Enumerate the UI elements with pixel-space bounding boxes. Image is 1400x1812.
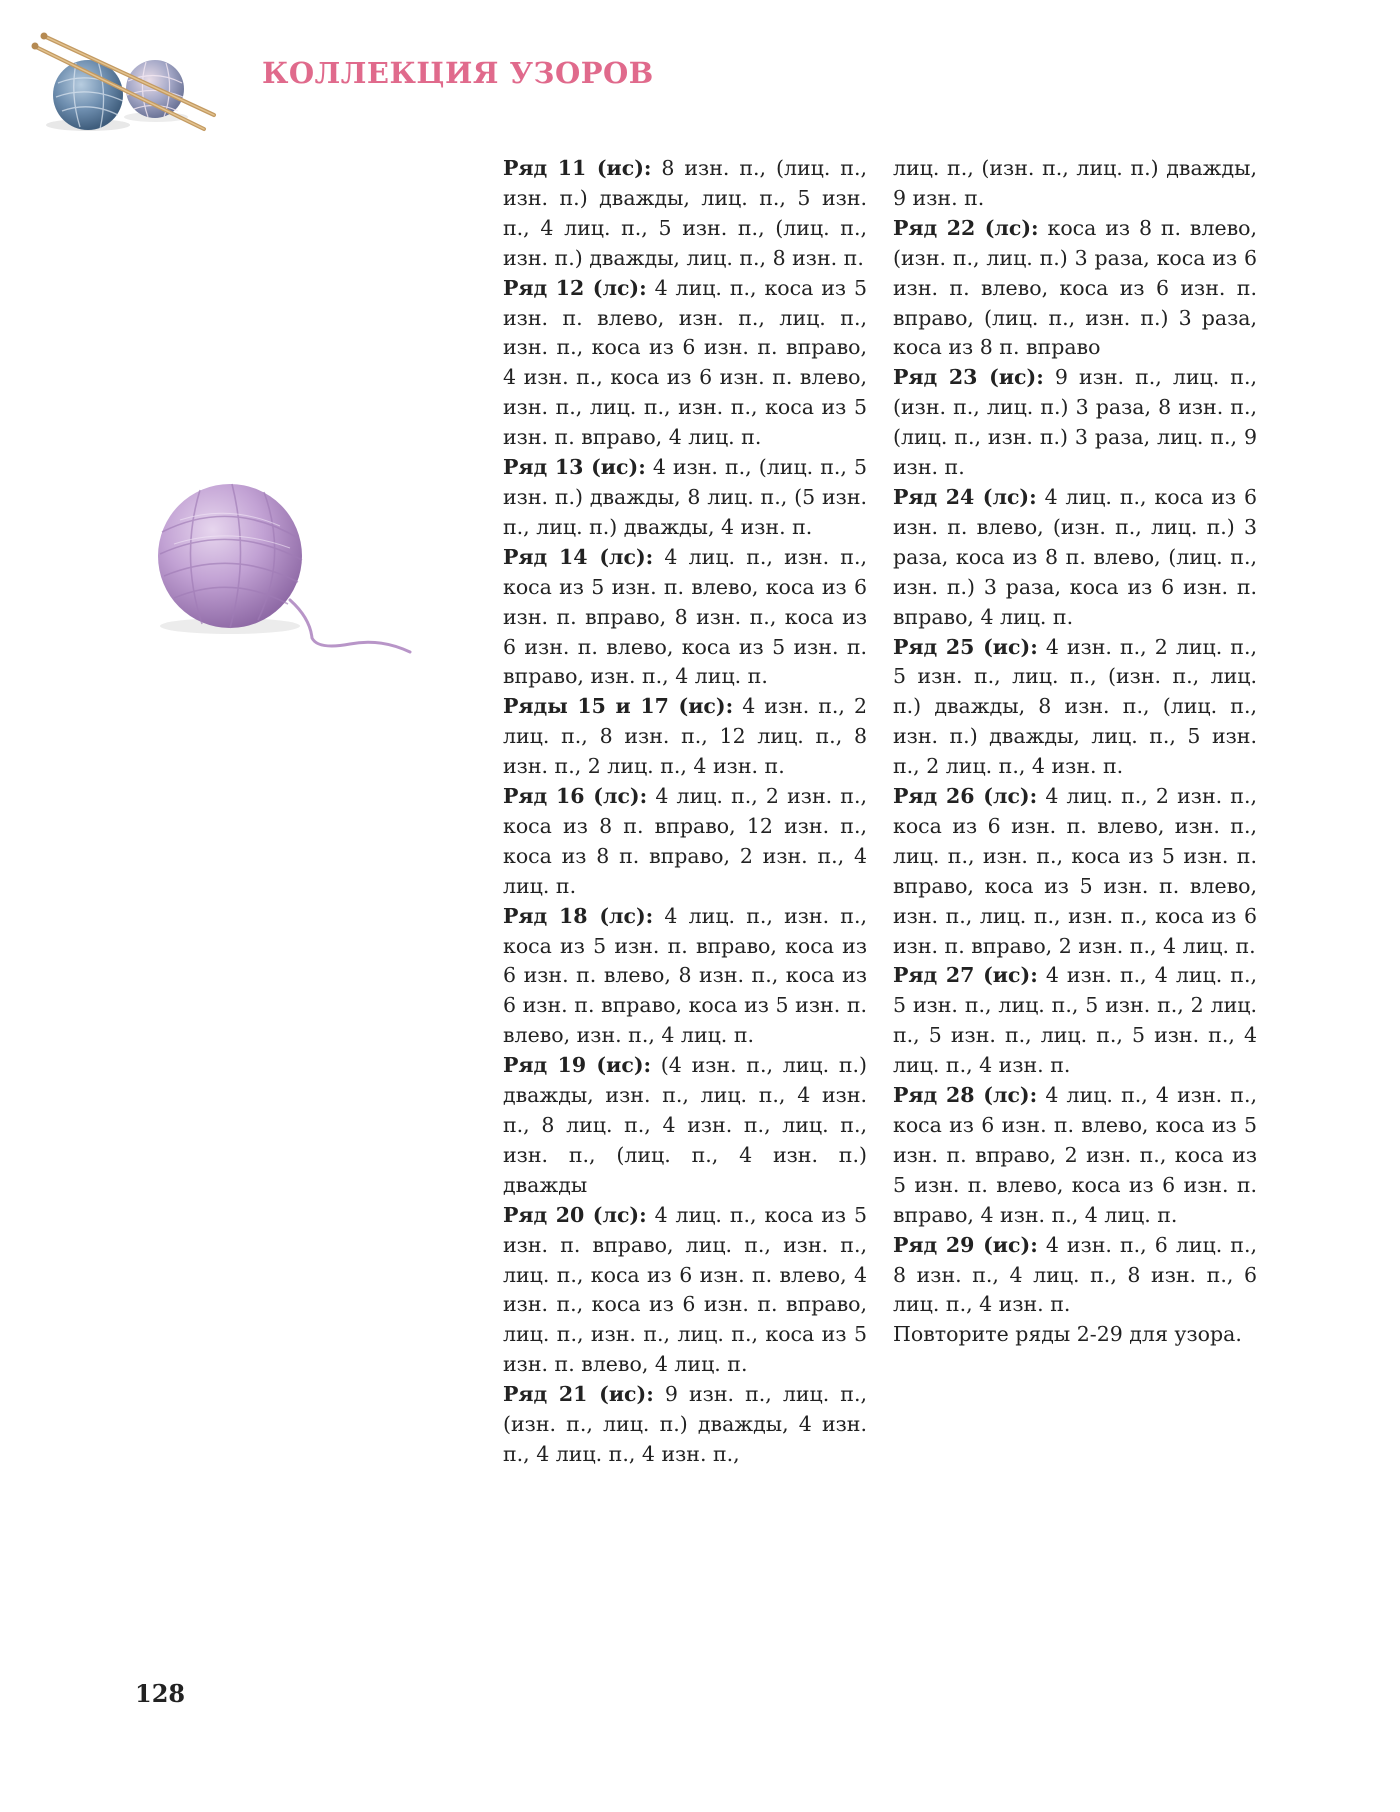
row-instruction bbox=[503, 274, 867, 453]
row-label: Ряд 12 (лс): bbox=[503, 275, 647, 300]
row-instruction bbox=[503, 1380, 867, 1470]
row-label: Ряд 22 (лс): bbox=[893, 215, 1039, 240]
row-text: коса из 8 п. влево, (изн. п., лиц. п.) 3 раза, коса из 6 изн. п. влево, коса из 6 изн. п. вправо, (лиц. п., изн. п.) 3 раза, коса из 8 п. вправо bbox=[893, 215, 1257, 360]
row-text: 4 изн. п., 2 лиц. п., 8 изн. п., 12 лиц. п., 8 изн. п., 2 лиц. п., 4 изн. п. bbox=[503, 694, 867, 779]
text-column-right bbox=[893, 154, 1257, 1350]
row-instruction bbox=[893, 214, 1257, 364]
section-title: КОЛЛЕКЦИЯ УЗОРОВ bbox=[262, 56, 654, 90]
row-label: Ряды 15 и 17 (ис): bbox=[503, 694, 734, 719]
row-instruction bbox=[893, 483, 1257, 633]
row-label: Ряд 26 (лс): bbox=[893, 784, 1038, 809]
row-instruction bbox=[893, 363, 1257, 483]
row-label: Ряд 29 (ис): bbox=[893, 1232, 1038, 1257]
row-instruction bbox=[893, 1081, 1257, 1231]
row-instruction bbox=[503, 543, 867, 693]
row-label: Ряд 11 (ис): bbox=[503, 156, 652, 180]
row-text: 9 изн. п., лиц. п., (изн. п., лиц. п.) 3 раза, 8 изн. п., (лиц. п., изн. п.) 3 раза, лиц. п., 9 изн. п. bbox=[893, 365, 1257, 480]
row-text: 4 изн. п., (лиц. п., 5 изн. п.) дважды, 8 лиц. п., (5 изн. п., лиц. п.) дважды, 4 изн. п. bbox=[503, 455, 867, 539]
row-label: Ряд 21 (ис): bbox=[503, 1382, 654, 1407]
row-instruction bbox=[503, 782, 867, 902]
row-instruction bbox=[503, 154, 867, 274]
row-instruction-continued bbox=[893, 154, 1257, 214]
row-label: Ряд 18 (лс): bbox=[503, 903, 654, 928]
repeat-instruction bbox=[893, 1320, 1257, 1350]
row-text: 4 лиц. п., 4 изн. п., коса из 6 изн. п. влево, коса из 5 изн. п. вправо, 2 изн. п., коса из 5 изн. п. влево, коса из 6 изн. п. вправо, 4 изн. п., 4 лиц. п. bbox=[893, 1083, 1257, 1227]
row-label: Ряд 27 (ис): bbox=[893, 963, 1038, 988]
row-instruction bbox=[503, 692, 867, 782]
row-instruction bbox=[893, 1231, 1257, 1321]
row-instruction bbox=[893, 633, 1257, 783]
page-number: 128 bbox=[135, 1679, 186, 1708]
row-instruction bbox=[503, 902, 867, 1052]
row-instruction bbox=[503, 1201, 867, 1380]
row-text: 4 лиц. п., коса из 5 изн. п. влево, изн. п., лиц. п., изн. п., коса из 6 изн. п. вправо, 4 изн. п., коса из 6 изн. п. влево, изн. п., лиц. п., изн. п., коса из 5 изн. п. вправо, 4 лиц. п. bbox=[503, 275, 867, 450]
row-text: 4 лиц. п., коса из 6 изн. п. влево, (изн. п., лиц. п.) 3 раза, коса из 8 п. влево, (лиц. п., изн. п.) 3 раза, коса из 6 изн. п. вправо, 4 лиц. п. bbox=[893, 484, 1257, 629]
row-text: (4 изн. п., лиц. п.) дважды, изн. п., лиц. п., 4 изн. п., 8 лиц. п., 4 изн. п., лиц. п., изн. п., (лиц. п., 4 изн. п.) дважды bbox=[503, 1053, 868, 1197]
row-text: 4 лиц. п., 2 изн. п., коса из 8 п. вправо, 12 изн. п., коса из 8 п. вправо, 2 изн. п., 4 лиц. п. bbox=[503, 784, 867, 898]
row-label: Ряд 16 (лс): bbox=[503, 784, 648, 809]
row-instruction bbox=[503, 1051, 867, 1201]
row-label: Ряд 20 (лс): bbox=[503, 1202, 647, 1227]
yarn-and-needles-icon bbox=[28, 25, 223, 135]
row-instruction bbox=[893, 782, 1257, 961]
row-text: 4 изн. п., 6 лиц. п., 8 изн. п., 4 лиц. п., 8 изн. п., 6 лиц. п., 4 изн. п. bbox=[893, 1232, 1257, 1317]
row-text: 8 изн. п., (лиц. п., изн. п.) дважды, лиц. п., 5 изн. п., 4 лиц. п., 5 изн. п., (лиц. п., изн. п.) дважды, лиц. п., 8 изн. п. bbox=[503, 156, 867, 270]
row-text: Повторите ряды 2-29 для узора. bbox=[893, 1322, 1242, 1347]
row-label: Ряд 13 (ис): bbox=[503, 455, 646, 480]
row-label: Ряд 25 (ис): bbox=[893, 634, 1038, 659]
row-text: 4 лиц. п., изн. п., коса из 5 изн. п. влево, коса из 6 изн. п. вправо, 8 изн. п., коса из 6 изн. п. влево, коса из 5 изн. п. вправо, изн. п., 4 лиц. п. bbox=[503, 544, 867, 689]
row-text: 4 изн. п., 2 лиц. п., 5 изн. п., лиц. п., (изн. п., лиц. п.) дважды, 8 изн. п., (лиц. п., изн. п.) дважды, лиц. п., 5 изн. п., 2 лиц. п., 4 изн. п. bbox=[893, 634, 1257, 779]
row-label: Ряд 19 (ис): bbox=[503, 1053, 652, 1078]
row-text: лиц. п., (изн. п., лиц. п.) дважды, 9 изн. п. bbox=[893, 156, 1257, 210]
row-label: Ряд 23 (ис): bbox=[893, 365, 1044, 390]
yarn-ball-icon bbox=[140, 468, 420, 668]
row-label: Ряд 24 (лс): bbox=[893, 484, 1037, 509]
row-label: Ряд 28 (лс): bbox=[893, 1083, 1038, 1108]
row-instruction bbox=[503, 453, 867, 543]
row-text: 4 лиц. п., 2 изн. п., коса из 6 изн. п. влево, изн. п., лиц. п., изн. п., коса из 5 изн. п. вправо, коса из 5 изн. п. влево, изн. п., лиц. п., изн. п., коса из 6 изн. п. вправо, 2 изн. п., 4 лиц. п. bbox=[893, 784, 1257, 958]
row-label: Ряд 14 (лс): bbox=[503, 544, 654, 569]
row-text: 4 лиц. п., изн. п., коса из 5 изн. п. вправо, коса из 6 изн. п. влево, 8 изн. п., коса из 6 изн. п. вправо, коса из 5 изн. п. влево, изн. п., 4 лиц. п. bbox=[503, 903, 867, 1048]
row-text: 4 изн. п., 4 лиц. п., 5 изн. п., лиц. п., 5 изн. п., 2 лиц. п., 5 изн. п., лиц. п., 5 изн. п., 4 лиц. п., 4 изн. п. bbox=[893, 963, 1257, 1078]
row-text: 4 лиц. п., коса из 5 изн. п. вправо, лиц. п., изн. п., лиц. п., коса из 6 изн. п. влево, 4 изн. п., коса из 6 изн. п. вправо, лиц. п., изн. п., лиц. п., коса из 5 изн. п. влево, 4 лиц. п. bbox=[503, 1202, 867, 1377]
row-text: 9 изн. п., лиц. п., (изн. п., лиц. п.) дважды, 4 изн. п., 4 лиц. п., 4 изн. п., bbox=[503, 1382, 867, 1466]
text-column-left bbox=[503, 154, 867, 1470]
row-instruction bbox=[893, 961, 1257, 1081]
